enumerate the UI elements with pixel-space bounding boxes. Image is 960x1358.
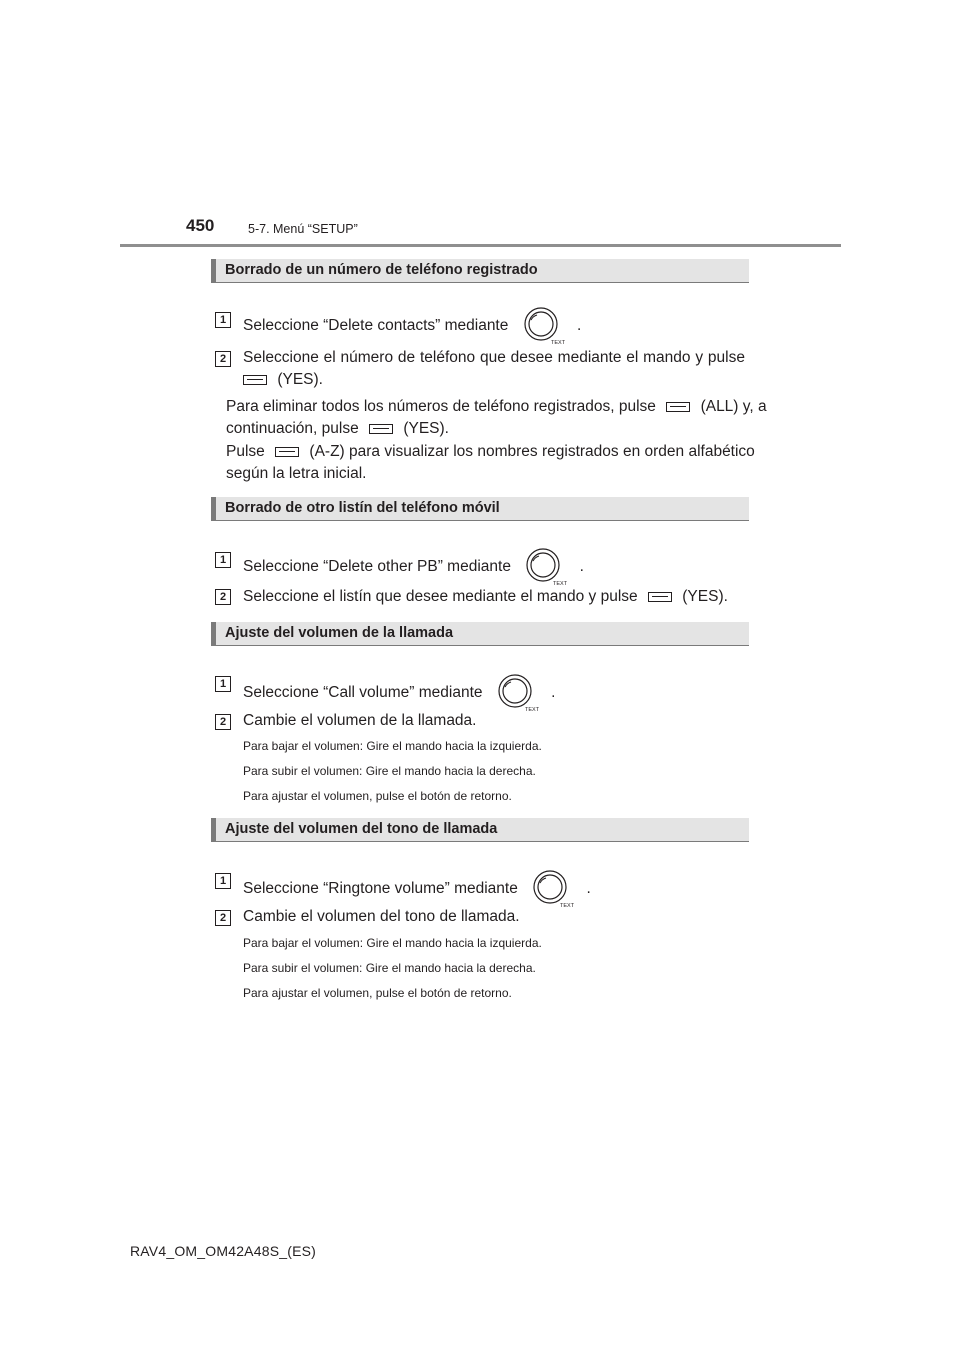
dial-outer-ring <box>525 308 557 340</box>
step-text: Seleccione “Ringtone volume” mediante TEXT . <box>243 870 745 908</box>
step-text: Seleccione el número de teléfono que desee mediante el mando y pulse (YES). <box>243 349 745 388</box>
page-number: 450 <box>186 216 215 235</box>
section-path: 5-7. Menú “SETUP” <box>248 222 358 236</box>
note-text: Para bajar el volumen: Gire el mando hacia la izquierda. <box>243 739 542 753</box>
section-heading-delete-number <box>211 259 749 283</box>
note-text: Para ajustar el volumen, pulse el botón de retorno. <box>243 986 512 1000</box>
tune-dial-graphic <box>521 548 569 586</box>
paragraph: Para eliminar todos los números de teléfono registrados, pulse (ALL) y, a continuación, pulse (YES). <box>226 398 767 437</box>
note-text: Para subir el volumen: Gire el mando hacia la derecha. <box>243 764 536 778</box>
dial-outer-ring <box>499 675 531 707</box>
tune-dial-graphic <box>528 870 576 908</box>
step-number: 1 <box>215 552 231 568</box>
step-text: Seleccione el listín que desee mediante el mando y pulse (YES). <box>243 588 728 605</box>
section-heading-text: Borrado de otro listín del teléfono móvil <box>225 500 500 516</box>
dial-label: TEXT <box>550 340 565 345</box>
note-text: Para subir el volumen: Gire el mando hacia la derecha. <box>243 961 536 975</box>
dial-label: TEXT <box>524 707 539 712</box>
dial-inner-ring <box>531 553 555 577</box>
step-text: Seleccione “Delete contacts” mediante TEXT . <box>243 307 745 345</box>
section-heading-call-volume <box>211 622 749 646</box>
note-text: Para ajustar el volumen, pulse el botón de retorno. <box>243 789 512 803</box>
step-number: 2 <box>215 351 231 367</box>
dial-label: TEXT <box>553 581 568 586</box>
tune-dial-graphic <box>519 307 567 345</box>
step-number: 1 <box>215 676 231 692</box>
button-icon <box>243 375 267 385</box>
tune-dial-graphic <box>493 674 541 712</box>
header-rule <box>120 244 841 247</box>
paragraph: Pulse (A-Z) para visualizar los nombres registrados en orden alfabético según la letra inicial. <box>226 443 755 482</box>
step-number: 1 <box>215 873 231 889</box>
tune-dial-icon <box>519 307 567 345</box>
tune-dial-icon <box>493 674 541 712</box>
dial-outer-ring <box>527 549 559 581</box>
button-icon <box>666 402 690 412</box>
document-code: RAV4_OM_OM42A48S_(ES) <box>130 1243 317 1259</box>
section-heading-text: Ajuste del volumen del tono de llamada <box>225 821 498 837</box>
step-text: Cambie el volumen de la llamada. <box>243 712 477 729</box>
dial-inner-ring <box>529 312 553 336</box>
dial-inner-ring <box>538 875 562 899</box>
step-text: Seleccione “Delete other PB” mediante TEXT . <box>243 548 745 586</box>
dial-inner-ring <box>503 679 527 703</box>
step-number: 2 <box>215 910 231 926</box>
button-icon <box>275 447 299 457</box>
note-text: Para bajar el volumen: Gire el mando hacia la izquierda. <box>243 936 542 950</box>
tune-dial-icon <box>528 870 576 908</box>
section-heading-delete-other-pb <box>211 497 749 521</box>
tune-dial-icon <box>521 548 569 586</box>
step-text: Seleccione “Call volume” mediante TEXT . <box>243 674 745 712</box>
step-number: 2 <box>215 589 231 605</box>
step-number: 1 <box>215 312 231 328</box>
section-heading-ringtone-volume <box>211 818 749 842</box>
dial-label: TEXT <box>560 903 575 908</box>
dial-outer-ring <box>534 871 566 903</box>
step-text: Cambie el volumen del tono de llamada. <box>243 908 520 925</box>
section-heading-text: Borrado de un número de teléfono registrado <box>225 262 538 278</box>
button-icon <box>648 592 672 602</box>
step-number: 2 <box>215 714 231 730</box>
button-icon <box>369 424 393 434</box>
section-heading-text: Ajuste del volumen de la llamada <box>225 625 454 641</box>
